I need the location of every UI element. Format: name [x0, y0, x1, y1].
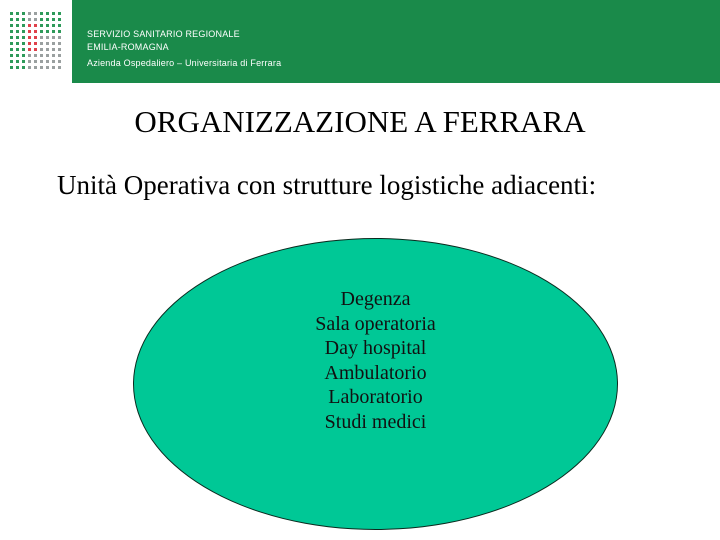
facility-item: Laboratorio — [328, 386, 423, 408]
dot-grid-logo-icon — [0, 0, 72, 83]
facility-item: Day hospital — [324, 337, 427, 359]
header-line-2: EMILIA-ROMAGNA — [87, 42, 169, 52]
facility-item: Studi medici — [324, 410, 427, 433]
facility-item: Degenza — [340, 288, 411, 310]
header-band — [72, 0, 720, 83]
facility-item: Ambulatorio — [324, 361, 427, 384]
header-line-3: Azienda Ospedaliero – Universitaria di Ferrara — [87, 58, 282, 68]
header-line-1: SERVIZIO SANITARIO REGIONALE — [87, 29, 240, 39]
facilities-list — [133, 287, 618, 434]
slide-title: ORGANIZZAZIONE A FERRARA — [134, 104, 586, 139]
slide-subtitle: Unità Operativa con strutture logistiche adiacenti: — [57, 170, 597, 200]
facility-item: Sala operatoria — [315, 312, 436, 335]
